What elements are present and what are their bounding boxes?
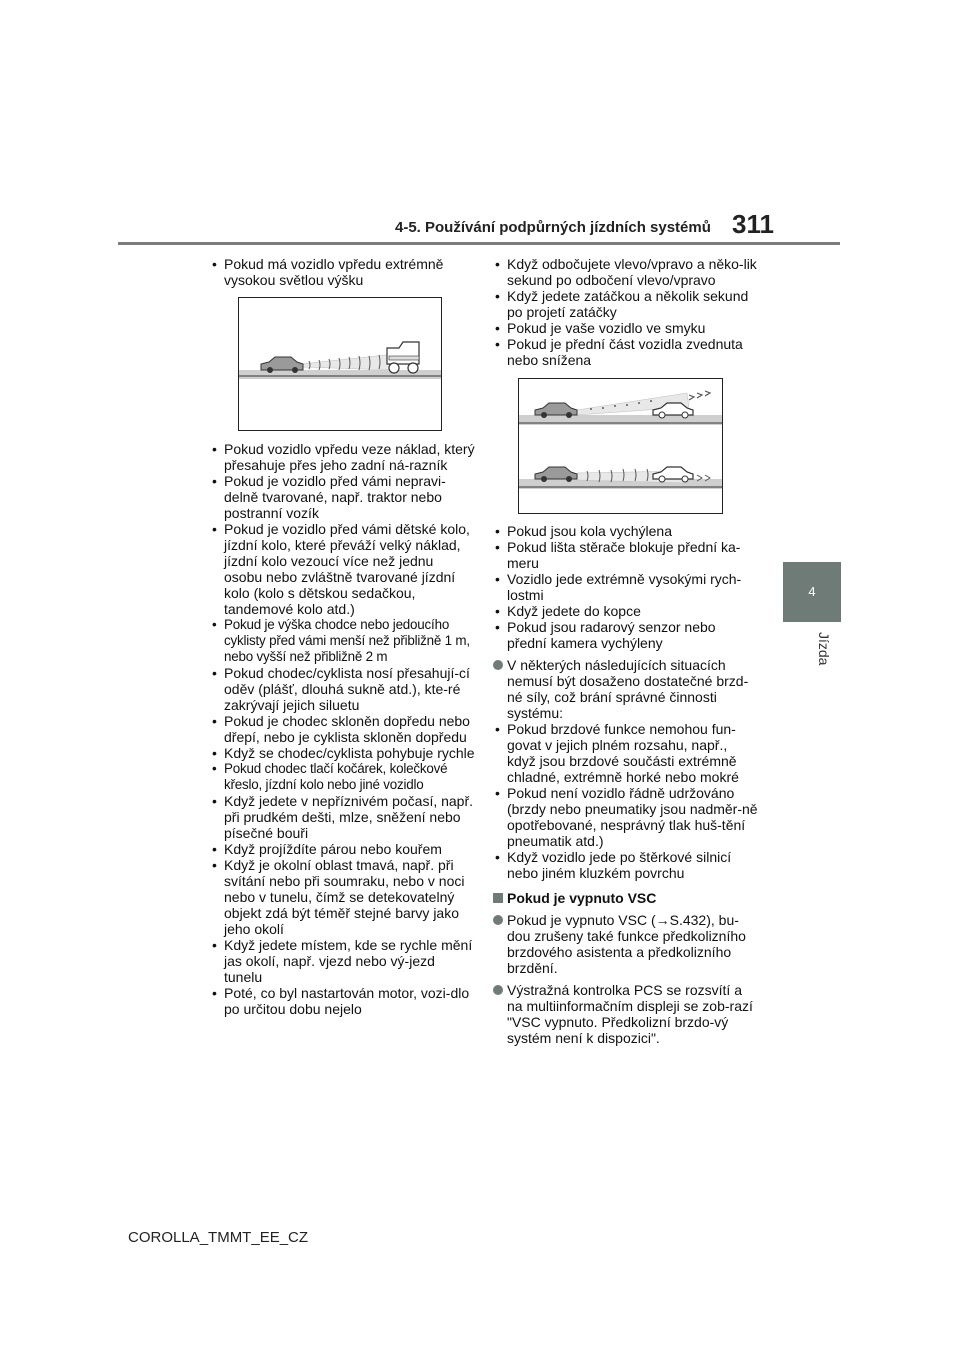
list-item: • Pokud je výška chodce nebo jedoucího cyklisty před vámi menší než přibližně 1 m, nebo vyšší než přibližně 2 m (210, 617, 475, 665)
page-number: 311 (732, 209, 774, 239)
list-item: • Vozidlo jede extrémně vysokými rych-lostmi (493, 571, 758, 603)
list-item: • Pokud chodec tlačí kočárek, kolečkové křeslo, jízdní kolo nebo jiné vozidlo (210, 761, 475, 793)
list-item: • Když jedete do kopce (493, 603, 758, 619)
chapter-tab-label: Jízda (816, 632, 832, 666)
list-item: • Pokud brzdové funkce nemohou fun-govat v jejich plném rozsahu, např., když jsou brzdové součásti extrémně chladné, extrémně horké nebo mokré (493, 721, 758, 785)
list-item: • Když je okolní oblast tmavá, např. při svítání nebo při soumraku, nebo v noci nebo v tunelu, čímž se detekovatelný objekt zdá být téměř stejné barvy jako jeho okolí (210, 857, 475, 937)
list-item: • Pokud není vozidlo řádně udržováno (brzdy nebo pneumatiky jsou nadměr-ně opotřebované, nesprávný tlak huš-tění pneumatik atd.) (493, 785, 758, 849)
figure-high-clearance-vehicle (238, 297, 442, 431)
list-item: • Pokud je vaše vozidlo ve smyku (493, 320, 758, 336)
right-column (493, 256, 758, 1046)
list-item: • Pokud jsou kola vychýlena (493, 523, 758, 539)
high-clearance-illustration (239, 298, 441, 430)
note-pcs-warning: Výstražná kontrolka PCS se rozsvítí a na multiinformačním displeji se zob-razí "VSC vypnuto. Předkolizní brzdo-vý systém není k dispozici". (493, 982, 758, 1046)
section-heading-vsc: Pokud je vypnuto VSC (493, 890, 758, 906)
list-item: • Když jedete místem, kde se rychle mění jas okolí, např. vjezd nebo vý-jezd tunelu (210, 937, 475, 985)
figure-tilted-vehicle (518, 378, 723, 514)
list-item: • Když odbočujete vlevo/vpravo a něko-lik sekund po odbočení vlevo/vpravo (493, 256, 758, 288)
note-brake-force: V některých následujících situacích nemusí být dosaženo dostatečné brzd-né síly, což brání správné činnosti systému: (493, 657, 758, 721)
list-item: • Pokud chodec/cyklista nosí přesahují-cí oděv (plášť, dlouhá sukně atd.), kte-ré zakrývají jejich siluetu (210, 665, 475, 713)
tilted-vehicle-illustration (519, 379, 722, 513)
list-item: • Pokud lišta stěrače blokuje přední ka-meru (493, 539, 758, 571)
list-item: • Pokud je přední část vozidla zvednuta nebo snížena (493, 336, 758, 368)
chapter-tab: 4 (783, 562, 841, 622)
list-item: • Když projíždíte párou nebo kouřem (210, 841, 475, 857)
list-item: • Pokud vozidlo vpředu veze náklad, který přesahuje přes jeho zadní ná-razník (210, 441, 475, 473)
list-item: • Když vozidlo jede po štěrkové silnicí nebo jiném kluzkém povrchu (493, 849, 758, 881)
list-item: • Poté, co byl nastartován motor, vozi-dlo po určitou dobu nejelo (210, 985, 475, 1017)
note-vsc-off: Pokud je vypnuto VSC (→S.432), bu-dou zrušeny také funkce předkolizního brzdového asistenta a předkolizního brzdění. (493, 912, 758, 976)
list-item: • Když se chodec/cyklista pohybuje rychle (210, 745, 475, 761)
header-title: 4-5. Používání podpůrných jízdních systémů (395, 219, 711, 236)
list-item: • Pokud je vozidlo před vámi dětské kolo, jízdní kolo, které převáží velký náklad, jízdní kolo vezoucí více než jednu osobu nebo zvláštně tvarované jízdní kolo (kolo s dětskou sedačkou, tandemové kolo atd.) (210, 521, 475, 617)
list-item: • Pokud je chodec skloněn dopředu nebo dřepí, nebo je cyklista skloněn dopředu (210, 713, 475, 745)
list-item: • Pokud má vozidlo vpředu extrémně vysokou světlou výšku (210, 256, 475, 288)
list-item: • Pokud jsou radarový senzor nebo přední kamera vychýleny (493, 619, 758, 651)
list-item: • Když jedete zatáčkou a několik sekund po projetí zatáčky (493, 288, 758, 320)
list-item: • Pokud je vozidlo před vámi nepravi-delně tvarované, např. traktor nebo postranní vozík (210, 473, 475, 521)
footer-model-code: COROLLA_TMMT_EE_CZ (128, 1229, 309, 1246)
list-item: • Když jedete v nepříznivém počasí, např. při prudkém dešti, mlze, sněžení nebo písečné bouři (210, 793, 475, 841)
left-column (210, 256, 475, 1017)
header-rule (118, 242, 840, 245)
